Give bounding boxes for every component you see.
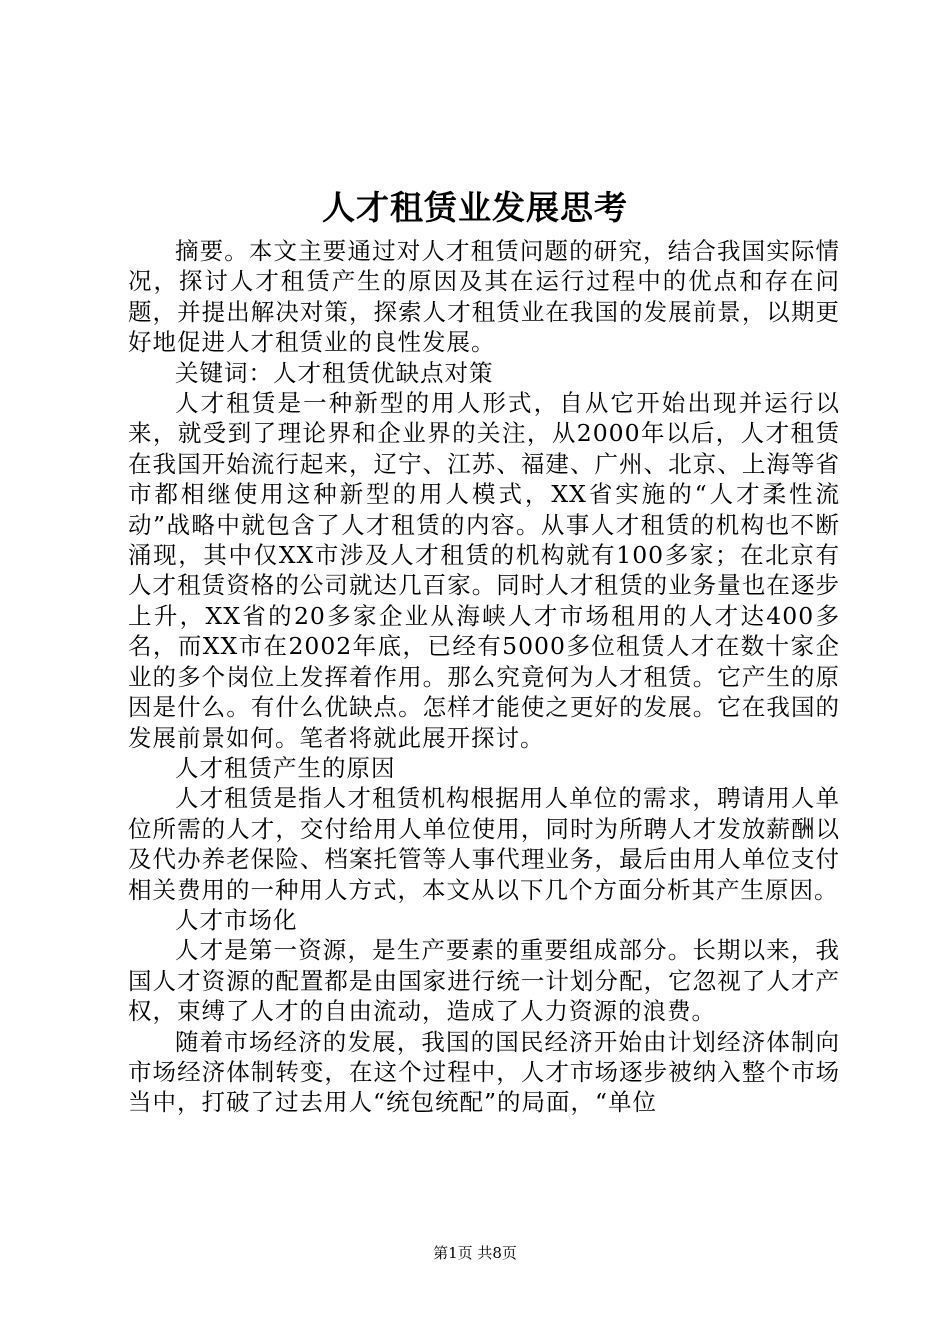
abstract-paragraph: 摘要。本文主要通过对人才租赁问题的研究，结合我国实际情况，探讨人才租赁产生的原因及其在运行过程中的优点和存在问题，并提出解决对策，探索人才租赁业在我国的发展前景，以期更好地促进人才租赁业的良性发展。 (128, 237, 840, 357)
document-title: 人才租赁业发展思考 (322, 188, 628, 227)
body-paragraph: 随着市场经济的发展，我国的国民经济开始由计划经济体制向市场经济体制转变，在这个过程中，人才市场逐步被纳入整个市场当中，打破了过去用人“统包统配”的局面，“单位 (128, 1027, 840, 1117)
body-paragraph: 人才是第一资源，是生产要素的重要组成部分。长期以来，我国人才资源的配置都是由国家进行统一计划分配，它忽视了人才产权，束缚了人才的自由流动，造成了人力资源的浪费。 (128, 936, 840, 1026)
subsection-heading-marketization: 人才市场化 (175, 905, 298, 934)
definition-paragraph: 人才租赁是指人才租赁机构根据用人单位的需求，聘请用人单位所需的人才，交付给用人单位使用，同时为所聘人才发放薪酬以及代办养老保险、档案托管等人事代理业务，最后由用人单位支付相关费用的一种用人方式，本文从以下几个方面分析其产生原因。 (128, 784, 840, 904)
intro-paragraph: 人才租赁是一种新型的用人形式，自从它开始出现并运行以来，就受到了理论界和企业界的关注，从2000年以后，人才租赁在我国开始流行起来，辽宁、江苏、福建、广州、北京、上海等省市都相继使用这种新型的用人模式，XX省实施的“人才柔性流动”战略中就包含了人才租赁的内容。从事人才租赁的机构也不断涌现，其中仅XX市涉及人才租赁的机构就有100多家；在北京有人才租赁资格的公司就达几百家。同时人才租赁的业务量也在逐步上升，XX省的20多家企业从海峡人才市场租用的人才达400多名，而XX市在2002年底，已经有5000多位租赁人才在数十家企业的多个岗位上发挥着作用。那么究竟何为人才租赁。它产生的原因是什么。有什么优缺点。怎样才能使之更好的发展。它在我国的发展前景如何。笔者将就此展开探讨。 (128, 389, 840, 752)
keywords-paragraph: 关键词：人才租赁优缺点对策 (175, 358, 494, 387)
document-body (128, 236, 840, 1118)
page-footer: 第1页 共8页 (433, 1244, 517, 1262)
section-heading-causes: 人才租赁产生的原因 (175, 753, 396, 782)
